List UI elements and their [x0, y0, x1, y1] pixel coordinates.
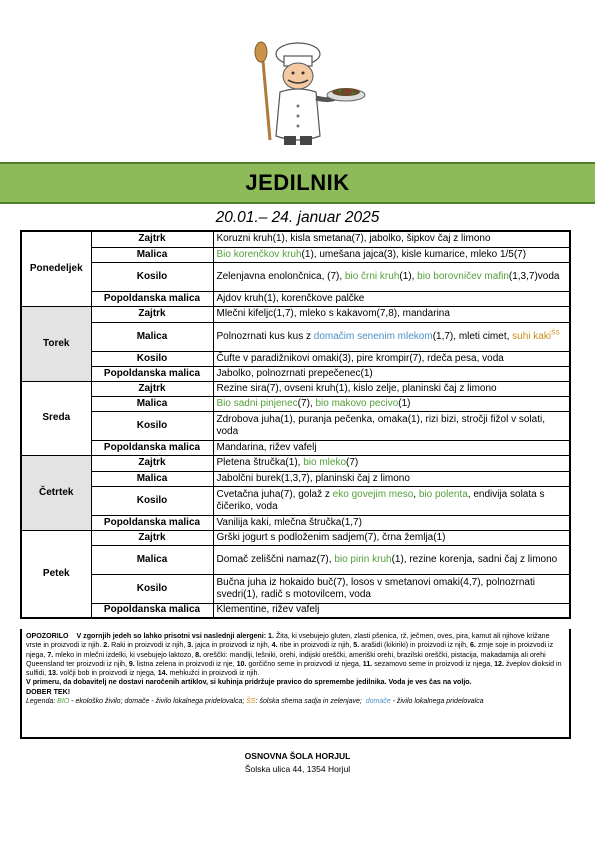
notice-allergens-title: V zgornjih jedeh so lahko prisotni vsi naslednji alergeni: — [76, 632, 267, 640]
meal-dish: Mandarina, rižev vafelj — [213, 440, 570, 455]
page-title: JEDILNIK — [245, 170, 350, 195]
meal-dish: Zelenjavna enolončnica, (7), bio črni kruh(1), bio borovničev mafin(1,3,7)voda — [213, 262, 570, 291]
meal-dish: Rezine sira(7), ovseni kruh(1), kislo zelje, planinski čaj z limono — [213, 381, 570, 396]
menu-row — [21, 545, 570, 574]
meal-dish: Grški jogurt s podloženim sadjem(7), črna žemlja(1) — [213, 530, 570, 545]
menu-row — [21, 322, 570, 351]
menu-period: 20.01.– 24. januar 2025 — [215, 209, 380, 226]
meal-type: Popoldanska malica — [91, 366, 213, 381]
school-name: OSNOVNA ŠOLA HORJUL — [244, 751, 351, 761]
notice-wish: DOBER TEK! — [26, 687, 71, 696]
meal-type: Popoldanska malica — [91, 515, 213, 530]
meal-type: Zajtrk — [91, 306, 213, 322]
menu-row — [21, 471, 570, 486]
menu-row — [21, 530, 570, 545]
chef-logo-icon — [240, 40, 366, 148]
allergen-notice — [20, 629, 571, 739]
notice-label: OPOZORILO — [26, 632, 69, 640]
meal-type: Popoldanska malica — [91, 603, 213, 618]
menu-row — [21, 486, 570, 515]
notice-closing: V primeru, da dobavitelj ne dostavi naročenih artiklov, si kuhinja pridržuje pravico do spremembe jedilnika. Voda je ves čas na voljo. — [26, 678, 472, 687]
menu-row — [21, 574, 570, 603]
meal-dish: Jabolčni burek(1,3,7), planinski čaj z limono — [213, 471, 570, 486]
meal-type: Zajtrk — [91, 455, 213, 471]
meal-dish: Bio korenčkov kruh(1), umešana jajca(3), kisle kumarice, mleko 1/5(7) — [213, 247, 570, 262]
meal-dish: Ajdov kruh(1), korenčkove palčke — [213, 291, 570, 306]
meal-type: Malica — [91, 247, 213, 262]
meal-dish: Čufte v paradižnikovi omaki(3), pire krompir(7), rdeča pesa, voda — [213, 351, 570, 366]
day-name: Četrtek — [21, 455, 91, 530]
meal-type: Malica — [91, 471, 213, 486]
meal-dish: Pletena štručka(1), bio mleko(7) — [213, 455, 570, 471]
menu-row — [21, 306, 570, 322]
meal-dish: Polnozrnati kus kus z domačim senenim mlekom(1,7), mleti cimet, suhi kaki$^{ŠS}$ — [213, 322, 570, 351]
day-name: Torek — [21, 306, 91, 381]
meal-dish: Klementine, rižev vafelj — [213, 603, 570, 618]
meal-type: Zajtrk — [91, 530, 213, 545]
menu-row — [21, 440, 570, 455]
menu-row — [21, 411, 570, 440]
menu-row — [21, 351, 570, 366]
menu-row — [21, 231, 570, 247]
meal-dish: Mlečni kifeljc(1,7), mleko s kakavom(7,8), mandarina — [213, 306, 570, 322]
menu-row — [21, 366, 570, 381]
meal-dish: Bučna juha iz hokaido buč(7), losos v smetanovi omaki(4,7), polnozrnati svedri(1), radič s motovilcem, voda — [213, 574, 570, 603]
title-banner — [0, 162, 595, 204]
meal-dish: Zdrobova juha(1), puranja pečenka, omaka(1), rizi bizi, stročji fižol v solati, voda — [213, 411, 570, 440]
meal-dish: Cvetačna juha(7), golaž z eko govejim meso, bio polenta, endivija solata s čičeriko, voda — [213, 486, 570, 515]
menu-row — [21, 603, 570, 618]
meal-type: Kosilo — [91, 574, 213, 603]
menu-row — [21, 396, 570, 411]
meal-type: Malica — [91, 396, 213, 411]
meal-type: Zajtrk — [91, 381, 213, 396]
day-name: Petek — [21, 530, 91, 618]
meal-dish: Vanilija kaki, mlečna štručka(1,7) — [213, 515, 570, 530]
school-address: Šolska ulica 44, 1354 Horjul — [244, 764, 351, 774]
meal-type: Kosilo — [91, 486, 213, 515]
meal-type: Malica — [91, 545, 213, 574]
notice-legend: Legenda: BIO - ekološko živilo; domače - živilo lokalnega pridelovalca; ŠS: šolska shema sadja in zelenjave; domače - živilo lokalnega pridelovalca — [26, 698, 484, 706]
notice-allergens: 1. Žita, ki vsebujejo gluten, zlasti pšenica, rž, ječmen, oves, pira, kamut ali njihove križane vrste in proizvodi iz njih. 2. Raki in proizvodi iz njih, 3. jajca in proizvodi iz njih, 4. ribe in proizvodi iz njih, 5. arašidi (kikiriki) in proizvodi iz njih, 6. zrnje soje in proizvodi iz njega, 7. mleko in mlečni izdelki, ki vsebujejo laktozo, 8. oreščki: mandlji, lešniki, orehi, indijski oreščki, ameriški orehi, brazilski oreščki, pistacija, makadamija ali orehi Queensland ter proizvodi iz njih, 9. listna zelena in proizvodi iz nje, 10. gorčično seme in proizvodi iz njega, 11. sezamovo seme in proizvodi iz njega, 12. žveplov dioksid in sulfidi, 13. volčji bob in proizvodi iz njega, 14. mehkužci in proizvodi iz njih. — [26, 632, 562, 678]
day-name: Sreda — [21, 381, 91, 455]
menu-row — [21, 515, 570, 530]
meal-type: Popoldanska malica — [91, 440, 213, 455]
menu-table — [20, 230, 571, 619]
meal-type: Popoldanska malica — [91, 291, 213, 306]
menu-row — [21, 291, 570, 306]
meal-type: Kosilo — [91, 351, 213, 366]
meal-dish: Bio sadni pinjenec(7), bio makovo pecivo(1) — [213, 396, 570, 411]
meal-type: Zajtrk — [91, 231, 213, 247]
meal-type: Kosilo — [91, 411, 213, 440]
meal-dish: Koruzni kruh(1), kisla smetana(7), jabolko, šipkov čaj z limono — [213, 231, 570, 247]
day-name: Ponedeljek — [21, 231, 91, 306]
menu-row — [21, 262, 570, 291]
menu-row — [21, 455, 570, 471]
menu-row — [21, 381, 570, 396]
menu-row — [21, 247, 570, 262]
meal-dish: Jabolko, polnozrnati prepečenec(1) — [213, 366, 570, 381]
meal-type: Malica — [91, 322, 213, 351]
meal-dish: Domač zeliščni namaz(7), bio pirin kruh(1), rezine korenja, sadni čaj z limono — [213, 545, 570, 574]
meal-type: Kosilo — [91, 262, 213, 291]
